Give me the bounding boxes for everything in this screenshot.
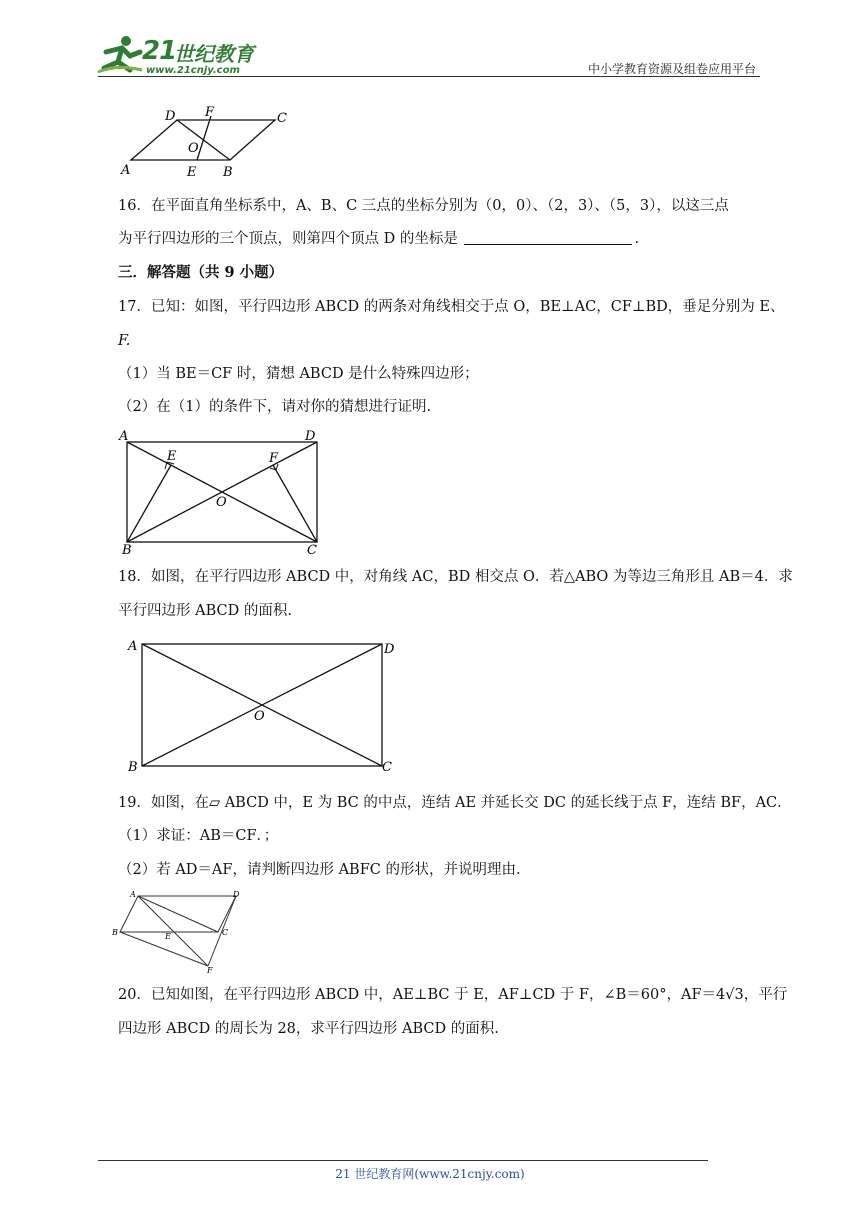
- label-c: C: [382, 760, 392, 775]
- label-c: C: [222, 928, 229, 937]
- q17-line2: F.: [118, 333, 131, 349]
- q17-sub2: （2）在（1）的条件下，请对你的猜想进行证明.: [118, 399, 432, 415]
- q17-line1: 17．已知：如图，平行四边形 ABCD 的两条对角线相交于点 O，BE⊥AC，CF⊥BD，垂足分别为 E、: [118, 299, 785, 315]
- q16-line1: 16．在平面直角坐标系中，A、B、C 三点的坐标分别为（0，0）、（2，3）、（5，3），以这三点: [118, 198, 729, 214]
- figure-q19: [112, 888, 248, 976]
- q16-line2: [118, 229, 639, 249]
- q20-line1: 20．已知如图，在平行四边形 ABCD 中，AE⊥BC 于 E，AF⊥CD 于 F，∠B＝60°，AF＝4√3，平行: [118, 987, 788, 1003]
- q19-line1: 19．如图，在▱ ABCD 中，E 为 BC 的中点，连结 AE 并延长交 DC 的延长线于点 F，连结 BF，AC．: [118, 795, 792, 811]
- q16-line2-text: 为平行四边形的三个顶点，则第四个顶点 D 的坐标是: [118, 231, 458, 247]
- label-b: B: [128, 760, 138, 775]
- q19-sub1: （1）求证：AB＝CF．；: [118, 828, 279, 844]
- logo-text: 世纪教育: [174, 42, 254, 66]
- label-e: E: [167, 449, 177, 464]
- q18-line2: 平行四边形 ABCD 的面积.: [118, 603, 292, 619]
- diagonal-ac: [138, 896, 218, 932]
- label-f: F: [269, 451, 279, 466]
- q16-line2-end: .: [634, 231, 640, 247]
- footer-divider: [98, 1160, 708, 1161]
- figure-q15: [115, 102, 295, 180]
- label-d: D: [384, 642, 395, 657]
- label-a: A: [121, 163, 131, 178]
- label-c: C: [307, 543, 317, 558]
- label-e: E: [187, 165, 197, 180]
- label-d: D: [233, 890, 240, 899]
- segment-ef: [197, 116, 211, 160]
- label-f: F: [207, 966, 213, 975]
- header-platform-title: 中小学教育资源及组卷应用平台: [587, 62, 756, 76]
- label-b: B: [112, 928, 118, 937]
- section-heading: 三．解答题（共 9 小题）: [118, 264, 284, 281]
- q20-line2: 四边形 ABCD 的周长为 28，求平行四边形 ABCD 的面积.: [118, 1021, 499, 1037]
- label-f: F: [205, 105, 215, 120]
- header-divider: [98, 76, 760, 77]
- label-b: B: [122, 543, 132, 558]
- label-e: E: [165, 932, 171, 941]
- label-a: A: [130, 890, 136, 899]
- label-c: C: [277, 111, 287, 126]
- logo-url: www.21cnjy.com: [146, 65, 240, 76]
- q18-line1: 18．如图，在平行四边形 ABCD 中，对角线 AC，BD 相交点 O．若△ABO 为等边三角形且 AB＝4．求: [118, 569, 793, 585]
- figure-q17: [115, 424, 327, 560]
- segment-bf: [120, 932, 208, 966]
- label-b: B: [223, 165, 233, 180]
- q19-sub2: （2）若 AD＝AF，请判断四边形 ABFC 的形状，并说明理由.: [118, 862, 521, 878]
- label-o: O: [188, 141, 199, 156]
- logo-number: 21: [142, 36, 177, 66]
- label-d: D: [165, 109, 176, 124]
- site-logo: [96, 34, 266, 76]
- footer-source[interactable]: 21 世纪教育网(www.21cnjy.com): [335, 1167, 525, 1181]
- answer-blank[interactable]: [464, 230, 632, 245]
- segment-af: [138, 896, 208, 966]
- figure-q18: [120, 634, 404, 776]
- label-o: O: [254, 709, 265, 724]
- label-a: A: [119, 429, 129, 444]
- label-o: O: [216, 495, 227, 510]
- runner-icon: [96, 34, 144, 76]
- label-a: A: [128, 639, 138, 654]
- q17-sub1: （1）当 BE＝CF 时，猜想 ABCD 是什么特殊四边形；: [118, 366, 479, 382]
- label-d: D: [305, 429, 316, 444]
